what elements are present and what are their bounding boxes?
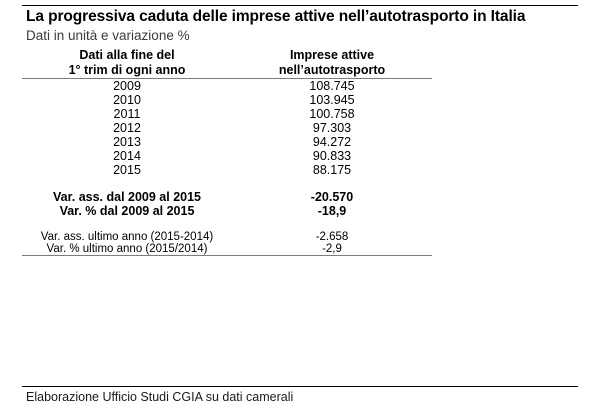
summary-row-small <box>22 243 432 255</box>
table-spacer <box>22 218 432 231</box>
row-value: 97.303 <box>312 121 352 135</box>
row-label: 2013 <box>113 135 141 149</box>
column-header-companies-line1: Imprese attive <box>289 48 375 62</box>
row-label: 2011 <box>113 107 141 121</box>
column-header-period-line2: 1° trim di ogni anno <box>68 63 186 77</box>
table-header <box>22 48 432 79</box>
table-body <box>22 79 432 256</box>
summary-row <box>22 204 432 218</box>
data-table-container <box>22 48 432 256</box>
summary-label: Var. ass. dal 2009 al 2015 <box>52 190 202 204</box>
data-table <box>22 48 432 256</box>
row-label: 2014 <box>113 149 141 163</box>
row-label: 2015 <box>113 163 141 177</box>
row-value: 90.833 <box>312 149 352 163</box>
table-row <box>22 107 432 121</box>
row-value: 94.272 <box>312 135 352 149</box>
row-value: 108.745 <box>309 79 355 93</box>
source-note: Elaborazione Ufficio Studi CGIA su dati camerali <box>26 390 294 404</box>
summary-label: Var. ass. ultimo anno (2015-2014) <box>40 231 214 243</box>
row-value: 100.758 <box>309 107 355 121</box>
table-bottom-divider <box>22 255 432 256</box>
summary-value: -2.658 <box>315 231 349 243</box>
row-label: 2010 <box>113 93 141 107</box>
page-title: La progressiva caduta delle imprese attive nell’autotrasporto in Italia <box>26 8 526 25</box>
table-row <box>22 121 432 135</box>
table-row <box>22 79 432 93</box>
column-header-companies <box>232 48 432 78</box>
table-row <box>22 93 432 107</box>
summary-value: -18,9 <box>317 204 347 218</box>
row-label: 2012 <box>113 121 141 135</box>
row-value: 88.175 <box>312 163 352 177</box>
footer-divider-cell <box>22 255 432 256</box>
summary-row-small <box>22 231 432 243</box>
column-header-period-line1: Dati alla fine del <box>79 48 175 62</box>
column-header-companies-line2: nell’autotrasporto <box>278 63 386 77</box>
summary-label: Var. % dal 2009 al 2015 <box>59 204 195 218</box>
row-label: 2009 <box>113 79 141 93</box>
top-divider <box>22 5 578 6</box>
table-row <box>22 149 432 163</box>
table-header-row <box>22 48 432 78</box>
summary-value: -20.570 <box>310 190 354 204</box>
summary-value: -2,9 <box>322 243 342 255</box>
bottom-divider <box>22 386 578 387</box>
footer-divider-row <box>22 255 432 256</box>
page-subtitle: Dati in unità e variazione % <box>26 28 190 43</box>
table-row <box>22 135 432 149</box>
summary-row <box>22 190 432 204</box>
table-row <box>22 163 432 177</box>
row-value: 103.945 <box>309 93 355 107</box>
column-header-period <box>22 48 232 78</box>
table-spacer <box>22 177 432 190</box>
summary-label: Var. % ultimo anno (2015/2014) <box>46 243 208 255</box>
